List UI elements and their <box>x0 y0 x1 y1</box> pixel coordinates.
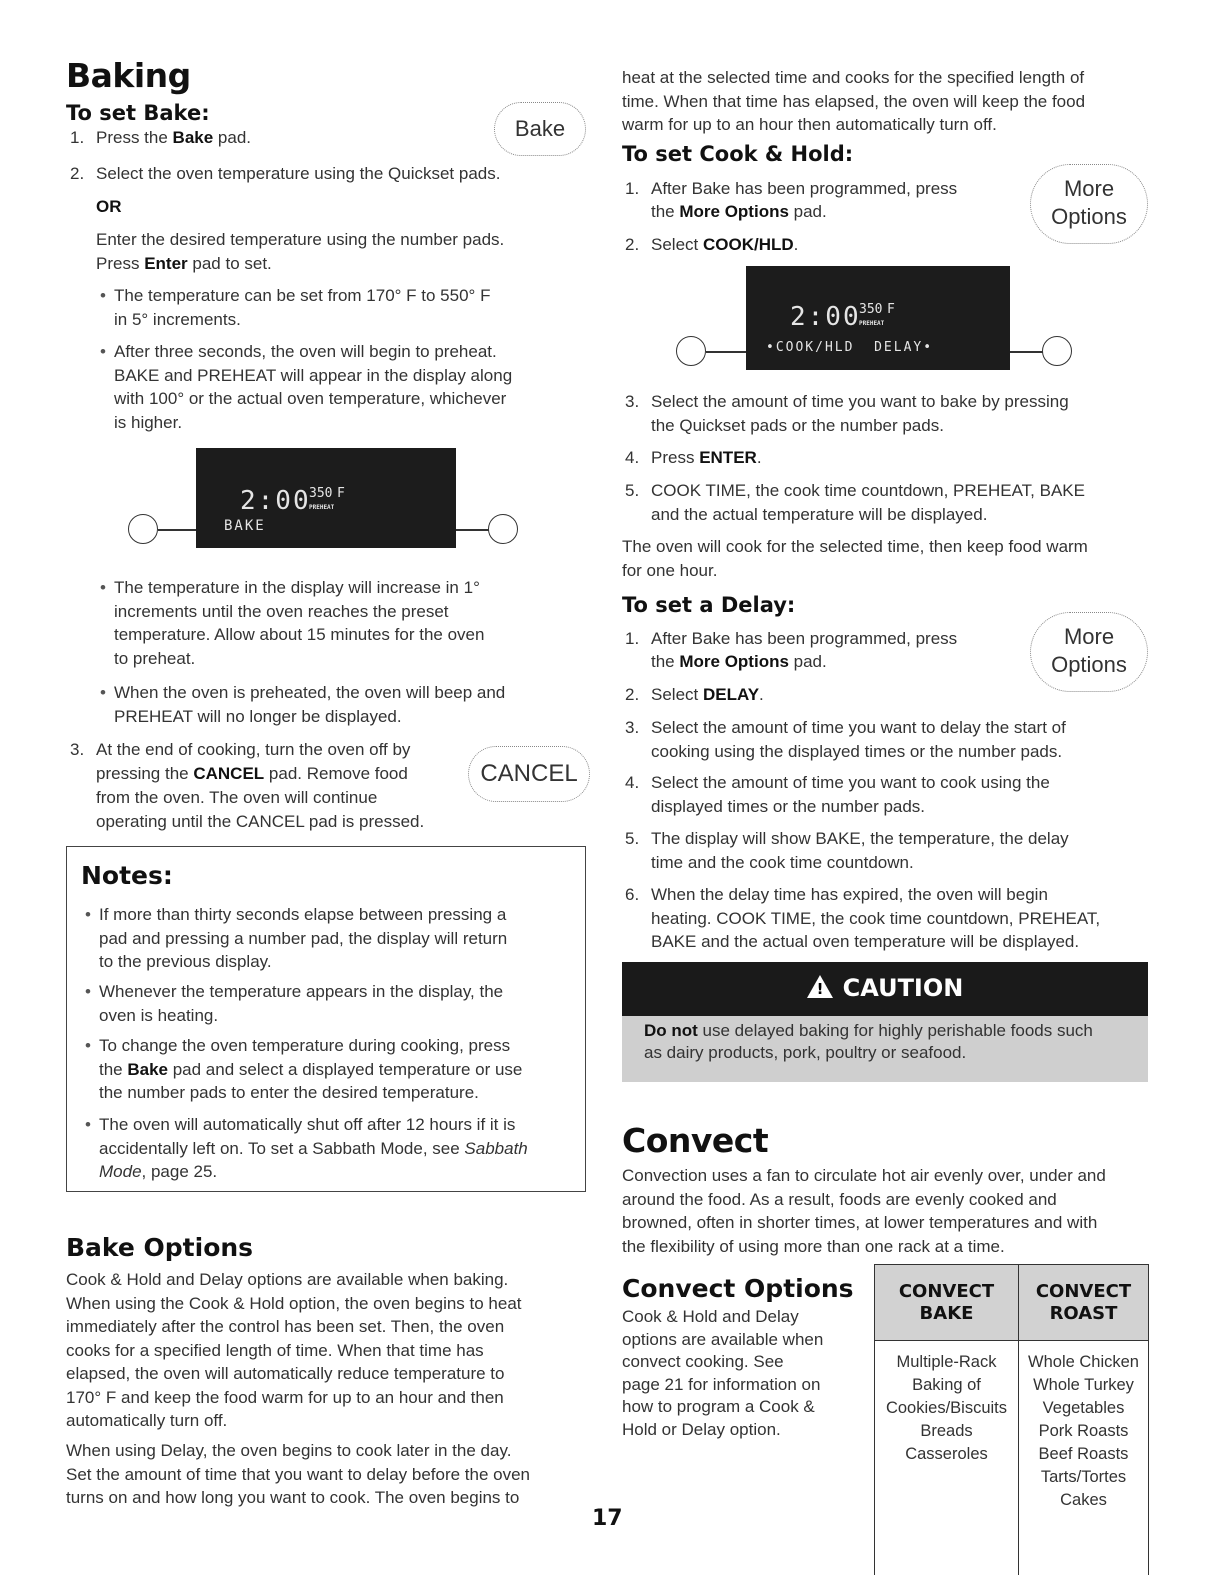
note-3: • To change the oven temperature during cooking, press the Bake pad and select a displayed temperature or use the number pads to enter the desired temperature. <box>99 1034 522 1105</box>
convect-heading: Convect <box>622 1121 769 1160</box>
step-number: 5. <box>625 829 640 848</box>
more-options-pad-icon: More Options <box>1030 164 1148 244</box>
enter-line-2: Press Enter pad to set. <box>96 254 272 273</box>
oven-display <box>746 266 1010 370</box>
display-mode-label: •COOK/HLD DELAY• <box>766 340 934 355</box>
convect-bake-foods: Multiple-Rack Baking of Cookies/Biscuits Breads Casseroles <box>875 1341 1019 1575</box>
oven-display <box>196 448 456 548</box>
notes-heading: Notes: <box>81 861 173 890</box>
bullet-preheat: • After three seconds, the oven will begin to preheat. BAKE and PREHEAT will appear in the display along with 100° or the actual oven temperature, whichever is higher. <box>114 340 512 434</box>
delay-step-1-line-1: After Bake has been programmed, press <box>651 629 958 648</box>
cancel-pad-icon: CANCEL <box>468 746 590 802</box>
cook-hold-step-5: COOK TIME, the cook time countdown, PREHEAT, BAKE and the actual temperature will be displayed. <box>651 481 1085 524</box>
display-mode-label: BAKE <box>224 518 266 534</box>
knob-icon <box>676 336 706 366</box>
cook-hold-step-4: Press ENTER. <box>651 448 762 467</box>
step-number: 5. <box>625 481 640 500</box>
convect-paragraph: Convection uses a fan to circulate hot air evenly over, under and around the food. As a result, foods are evenly cooked and browned, often in shorter times, at lower temperatures and with the flexibility of using more than one rack at a time. <box>622 1166 1106 1256</box>
step-number: 1. <box>625 179 640 198</box>
note-4: • The oven will automatically shut off after 12 hours if it is accidentally left on. To set a Sabbath Mode, see Sabbath Mode, page 25. <box>99 1113 528 1184</box>
display-time: 2:00 <box>240 486 311 516</box>
display-temp: 350 <box>309 486 333 501</box>
delay-step-5: The display will show BAKE, the temperature, the delay time and the cook time countdown. <box>651 829 1069 872</box>
note-1: • If more than thirty seconds elapse between pressing a pad and pressing a number pad, the display will return to the previous display. <box>99 903 507 974</box>
cook-hold-summary: The oven will cook for the selected time, then keep food warm for one hour. <box>622 537 1088 580</box>
cook-hold-step-2: Select COOK/HLD. <box>651 235 799 254</box>
step-number: 3. <box>625 392 640 411</box>
baking-heading: Baking <box>66 56 191 95</box>
connector-line <box>158 529 196 531</box>
knob-icon <box>128 514 158 544</box>
delay-step-4: Select the amount of time you want to cook using the displayed times or the number pads. <box>651 773 1050 816</box>
step-2-text: Select the oven temperature using the Quickset pads. <box>96 164 501 183</box>
note-2: • Whenever the temperature appears in the display, the oven is heating. <box>99 980 503 1027</box>
step-number: 2. <box>625 685 640 704</box>
bullet-temperature-range: • The temperature can be set from 170° F to 550° F in 5° increments. <box>114 284 490 331</box>
connector-line <box>706 351 746 353</box>
delay-step-3: Select the amount of time you want to delay the start of cooking using the displayed times or the number pads. <box>651 718 1066 761</box>
page-number: 17 <box>592 1506 623 1531</box>
convect-options-paragraph: Cook & Hold and Delay options are available when convect cooking. See page 21 for information on how to program a Cook & Hold or Delay option. <box>622 1307 824 1439</box>
step-number: 4. <box>625 773 640 792</box>
table-header-convect-bake: CONVECT BAKE <box>875 1265 1019 1341</box>
continued-paragraph: heat at the selected time and cooks for the specified length of time. When that time has elapsed, the oven will keep the food warm for up to an hour then automatically turn off. <box>622 68 1086 134</box>
step-number: 2. <box>70 164 85 183</box>
bake-options-heading: Bake Options <box>66 1233 254 1262</box>
display-preheat: PREHEAT <box>309 504 335 511</box>
step-number: 3. <box>625 718 640 737</box>
convect-roast-foods: Whole Chicken Whole Turkey Vegetables Pork Roasts Beef Roasts Tarts/Tortes Cakes <box>1019 1341 1149 1575</box>
step-3-line-2: pressing the CANCEL pad. Remove food <box>96 764 408 783</box>
bake-options-para-1: Cook & Hold and Delay options are available when baking. When using the Cook & Hold option, the oven begins to heat immediately after the control has been set. Then, the oven cooks for a specified length of time. When that time has elapsed, the oven will automatically reduce temperature to 170° F and keep the food warm for up to an hour and then automatically turn off. <box>66 1270 522 1430</box>
convect-options-heading: Convect Options <box>622 1274 854 1303</box>
caution-text: Do not use delayed baking for highly perishable foods such as dairy products, pork, poultry or seafood. <box>644 1021 1093 1062</box>
connector-line <box>1010 351 1046 353</box>
step-1-text: Press the Bake pad. <box>96 128 251 147</box>
caution-box <box>622 962 1148 1082</box>
bullet-temp-increase: • The temperature in the display will increase in 1° increments until the oven reaches the preset temperature. Allow about 15 minutes for the oven to preheat. <box>114 576 484 670</box>
display-degree: F <box>887 302 895 317</box>
step-number: 3. <box>70 740 85 759</box>
bullet-preheated: • When the oven is preheated, the oven will beep and PREHEAT will no longer be displayed. <box>114 681 505 728</box>
delay-heading: To set a Delay: <box>622 593 796 617</box>
set-bake-heading: To set Bake: <box>66 101 210 125</box>
display-time: 2:00 <box>790 302 861 332</box>
bake-options-para-2: When using Delay, the oven begins to cook later in the day. Set the amount of time that you want to delay before the oven turns on and how long you want to cook. The oven begins to <box>66 1441 531 1507</box>
knob-icon <box>1042 336 1072 366</box>
step-3-line-3: from the oven. The oven will continue <box>96 788 378 807</box>
cook-hold-step-1-line-1: After Bake has been programmed, press <box>651 179 958 198</box>
table-header-convect-roast: CONVECT ROAST <box>1019 1265 1149 1341</box>
delay-step-6: When the delay time has expired, the oven will begin heating. COOK TIME, the cook time countdown, PREHEAT, BAKE and the actual oven temperature will be displayed. <box>651 885 1101 951</box>
display-preheat: PREHEAT <box>859 320 885 327</box>
cook-hold-heading: To set Cook & Hold: <box>622 142 854 166</box>
warning-icon: ! <box>807 975 833 998</box>
knob-icon <box>488 514 518 544</box>
step-number: 6. <box>625 885 640 904</box>
cook-hold-step-1-line-2: the More Options pad. <box>651 202 827 221</box>
delay-step-1-line-2: the More Options pad. <box>651 652 827 671</box>
caution-title: CAUTION <box>842 974 964 1002</box>
or-label: OR <box>96 197 122 216</box>
display-temp: 350 <box>859 302 883 317</box>
step-number: 2. <box>625 235 640 254</box>
notes-box <box>66 846 586 1192</box>
cook-hold-step-3: Select the amount of time you want to bake by pressing the Quickset pads or the number pads. <box>651 392 1069 435</box>
convect-table <box>874 1264 1149 1575</box>
caution-banner <box>622 962 1148 1016</box>
step-number: 1. <box>70 128 85 147</box>
step-number: 1. <box>625 629 640 648</box>
bake-pad-icon: Bake <box>494 102 586 156</box>
step-3-line-4: operating until the CANCEL pad is pressed. <box>96 812 425 831</box>
delay-step-2: Select DELAY. <box>651 685 764 704</box>
enter-line-1: Enter the desired temperature using the number pads. <box>96 230 505 249</box>
display-degree: F <box>337 486 345 501</box>
step-3-line-1: At the end of cooking, turn the oven off by <box>96 740 411 759</box>
step-number: 4. <box>625 448 640 467</box>
more-options-pad-icon: More Options <box>1030 612 1148 692</box>
